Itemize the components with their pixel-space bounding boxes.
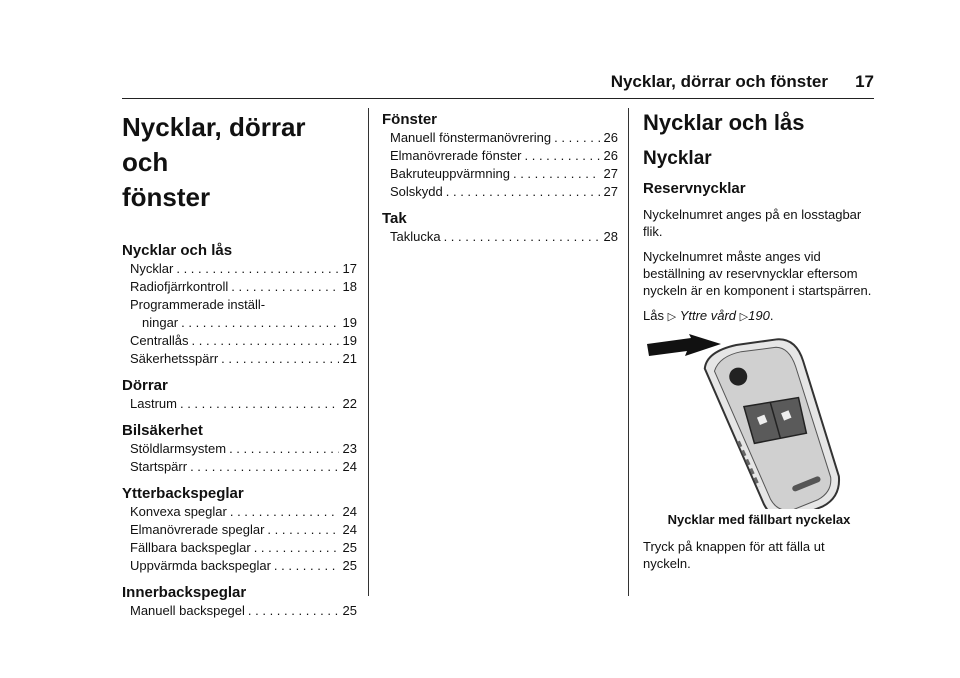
ref-arrow-icon: ▷	[667, 311, 677, 323]
toc-leader-dots	[231, 278, 338, 296]
running-header-title: Nycklar, dörrar och fönster	[610, 72, 828, 91]
toc-entry-page: 25	[342, 540, 357, 555]
toc-entry-page: 19	[342, 333, 357, 348]
toc-entry-label: Stöldlarmsystem	[130, 441, 227, 456]
toc-entry[interactable]	[142, 314, 357, 332]
toc-leader-dots	[176, 260, 338, 278]
toc-entry-page: 24	[342, 459, 357, 474]
folding-key-drawing	[643, 334, 875, 509]
cross-reference	[643, 307, 875, 326]
toc-section-title: Ytterbackspeglar	[122, 485, 244, 502]
toc-entry-label: Manuell fönstermanövrering	[390, 130, 552, 145]
toc-list	[122, 241, 357, 620]
toc-section-title: Tak	[382, 210, 407, 227]
toc-entry-page: 25	[342, 558, 357, 573]
page-number: 17	[855, 72, 874, 91]
toc-entry-label: Säkerhetsspärr	[130, 351, 219, 366]
toc-leader-dots	[230, 503, 339, 521]
column-divider-2	[628, 108, 629, 596]
toc-leader-dots	[554, 129, 599, 147]
toc-entry[interactable]	[130, 332, 357, 350]
toc-entry-page: 17	[342, 261, 357, 276]
toc-entry[interactable]	[130, 440, 357, 458]
toc-entry-label: Lastrum	[130, 396, 177, 411]
toc-entry-label: Uppvärmda backspeglar	[130, 558, 271, 573]
toc-leader-dots	[190, 458, 338, 476]
toc-entry-label: Solskydd	[390, 184, 443, 199]
toc-leader-dots	[513, 165, 600, 183]
toc-group	[122, 583, 357, 620]
toc-entry[interactable]	[130, 395, 357, 413]
section-heading: Nycklar och lås	[643, 110, 805, 135]
toc-leader-dots	[192, 332, 339, 350]
toc-entry[interactable]	[130, 260, 357, 278]
toc-section-title: Fönster	[382, 111, 438, 128]
toc-entry[interactable]	[130, 503, 357, 521]
paragraph-2: Nyckelnumret måste anges vid beställning av reservnycklar eftersom nyckeln är en komponent i startspärren.	[643, 249, 872, 298]
toc-entry-page: 25	[342, 603, 357, 618]
toc-entry-page: 26	[603, 130, 618, 145]
running-header	[122, 72, 874, 98]
pointer-arrow-icon	[647, 334, 721, 356]
toc-entry-page: 24	[342, 522, 357, 537]
sub-subsection-heading: Reservnycklar	[643, 180, 746, 197]
toc-group	[122, 376, 357, 413]
toc-entry-label: Nycklar	[130, 261, 174, 276]
toc-column-1	[122, 110, 357, 628]
toc-leader-dots	[444, 228, 600, 246]
toc-section-title: Bilsäkerhet	[122, 422, 203, 439]
toc-leader-dots	[254, 539, 339, 557]
toc-entry-label: Centrallås	[130, 333, 189, 348]
toc-entry-page: 24	[342, 504, 357, 519]
toc-entry-label: Elmanövrerade speglar	[130, 522, 265, 537]
toc-leader-dots	[525, 147, 600, 165]
chapter-title-line-2: fönster	[122, 182, 211, 212]
toc-entry-label: Taklucka	[390, 229, 441, 244]
toc-list	[382, 110, 618, 246]
toc-entry-page: 19	[342, 315, 357, 330]
toc-entry[interactable]	[130, 278, 357, 296]
toc-entry-label: Manuell backspegel	[130, 603, 245, 618]
toc-entry[interactable]	[390, 228, 618, 246]
toc-entry-label: Startspärr	[130, 459, 188, 474]
toc-leader-dots	[229, 440, 338, 458]
toc-entry-label: Fällbara backspeglar	[130, 540, 251, 555]
toc-leader-dots	[181, 314, 338, 332]
toc-entry-page: 27	[603, 184, 618, 199]
toc-entry-page: 22	[342, 396, 357, 411]
toc-column-2	[382, 110, 618, 254]
toc-entry-page: 23	[342, 441, 357, 456]
toc-section-title: Innerbackspeglar	[122, 584, 247, 601]
paragraph-4: Tryck på knappen för att fälla ut nyckeln.	[643, 539, 825, 571]
toc-section-title: Nycklar och lås	[122, 242, 233, 259]
ref-arrow-icon: ▷	[739, 311, 749, 323]
toc-leader-dots	[446, 183, 600, 201]
toc-entry-label: Konvexa speglar	[130, 504, 227, 519]
toc-section-title: Dörrar	[122, 377, 168, 394]
toc-entry[interactable]	[130, 539, 357, 557]
toc-group	[122, 421, 357, 476]
toc-group	[382, 110, 618, 201]
figure-caption: Nycklar med fällbart nyckelax	[667, 512, 851, 527]
content-column	[643, 110, 875, 580]
toc-entry-label: Elmanövrerade fönster	[390, 148, 522, 163]
ref-suffix: .	[769, 308, 774, 323]
ref-prefix: Lås	[643, 308, 664, 323]
toc-leader-dots	[180, 395, 339, 413]
toc-entry[interactable]	[130, 458, 357, 476]
column-divider-1	[368, 108, 369, 596]
toc-leader-dots	[248, 602, 339, 620]
toc-entry-label-line: Programmerade inställ-	[130, 297, 266, 312]
key-illustration	[643, 334, 875, 509]
toc-leader-dots	[221, 350, 338, 368]
toc-entry[interactable]	[130, 350, 357, 368]
toc-entry[interactable]	[130, 521, 357, 539]
chapter-title-line-1: Nycklar, dörrar och	[122, 112, 306, 177]
toc-leader-dots	[267, 521, 338, 539]
toc-entry[interactable]	[130, 602, 357, 620]
header-rule	[122, 98, 874, 99]
paragraph-1: Nyckelnumret anges på en losstagbar flik.	[643, 207, 862, 239]
subsection-heading: Nycklar	[643, 148, 712, 169]
toc-entry[interactable]	[390, 129, 618, 147]
toc-group	[122, 484, 357, 575]
ref-link-text[interactable]: Yttre vård	[679, 308, 737, 323]
toc-entry[interactable]	[390, 165, 618, 183]
toc-entry-page: 26	[603, 148, 618, 163]
toc-entry-page: 21	[342, 351, 357, 366]
chapter-title	[122, 110, 357, 215]
toc-leader-dots	[274, 557, 339, 575]
toc-entry-label: Bakruteuppvärmning	[390, 166, 510, 181]
ref-page[interactable]: 190	[748, 308, 770, 323]
toc-group	[382, 209, 618, 246]
toc-entry[interactable]	[390, 183, 618, 201]
toc-entry-page: 28	[603, 229, 618, 244]
toc-entry-page: 18	[342, 279, 357, 294]
toc-entry-page: 27	[603, 166, 618, 181]
toc-entry[interactable]	[390, 147, 618, 165]
toc-entry[interactable]	[130, 557, 357, 575]
toc-entry-label: Radiofjärrkontroll	[130, 279, 229, 294]
toc-group	[122, 241, 357, 368]
toc-entry-label: ningar	[142, 315, 179, 330]
